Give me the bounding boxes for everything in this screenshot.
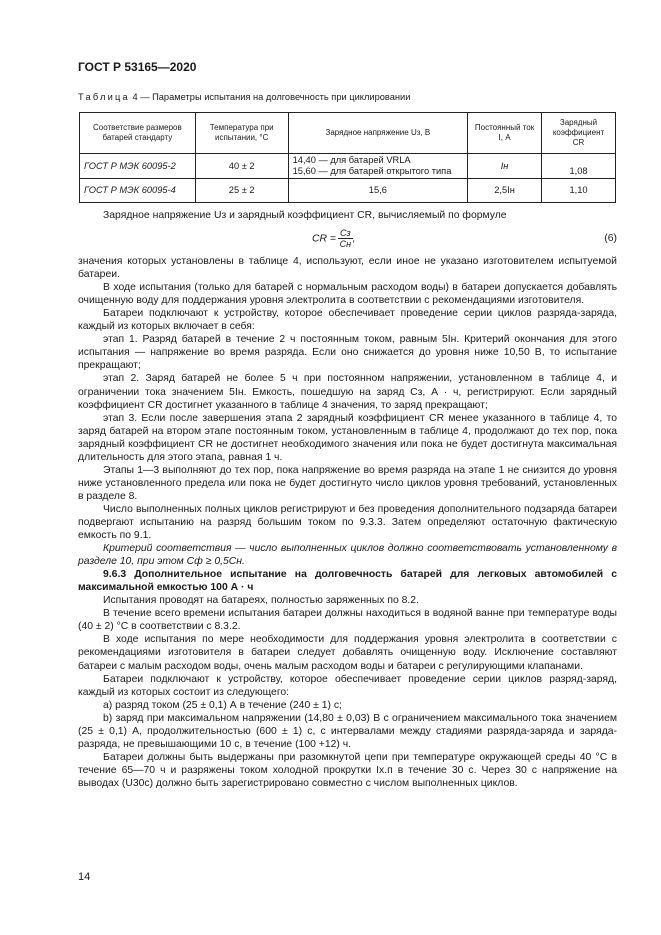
list-item: b) заряд при максимальном напряжении (14,80 ± 0,03) В с ограничением максимального тока значением (25 ± 0,1) А, продолжительностью (600 ± 1) с, с интервалами между стадиями разряда-заряда и заряда-разряда, не превышающими 10 с, в течение (100 +12) ч. <box>78 712 617 750</box>
paragraph: этап 2. Заряд батарей не более 5 ч при постоянном напряжении, установленном в таблице 4, и ограничении тока значением 5Iн. Емкость, пошедшую на заряд Cз, А · ч, регистрируют. Если зарядный коэффициент CR достигнет указанного в таблице 4 значения, то заряд прекращают; <box>78 373 617 411</box>
criterion-paragraph: Критерий соответствия — число выполненных циклов должно соответствовать установленному в разделе 10, при этом Cф ≥ 0,5Cн. <box>78 543 617 568</box>
paragraph: Этапы 1—3 выполняют до тех пор, пока напряжение во время разряда на этапе 1 не снизится до уровня ниже установленного предела или пока не будет достигнуто число циклов уровня требований, установленных в разделе 8. <box>78 464 617 502</box>
formula-denominator: Cн <box>339 239 352 250</box>
table-header-cell: Зарядный коэффициент CR <box>542 113 616 154</box>
paragraph: этап 1. Разряд батарей в течение 2 ч постоянным током, равным 5Iн. Критерий окончания для этого испытания — напряжение во время разряда. Если оно снижается до уровня ниже 10,50 В, то испытание прекращают; <box>78 334 617 372</box>
table-header-cell: Соответствие размеров батарей стандарту <box>80 113 196 154</box>
standard-header: ГОСТ Р 53165—2020 <box>78 60 197 74</box>
table-caption <box>78 92 410 102</box>
paragraph: Зарядное напряжение Uз и зарядный коэффициент CR, вычисляемый по формуле <box>103 210 507 221</box>
voltage-line: 15,60 — для батарей открытого типа <box>292 166 452 176</box>
paragraph: значения которых установлены в таблице 4, используют, если иное не указано изготовителем испытуемой батареи. <box>78 256 617 281</box>
paragraph: В ходе испытания (только для батарей с нормальным расходом воды) в батареи допускается добавлять очищенную воду для поддержания уровня электролита в соответствии с рекомендациями изготовителя. <box>78 282 617 307</box>
table-cell-voltage: 15,6 <box>288 179 467 203</box>
table-header-cell: Температура при испытании, °С <box>195 113 288 154</box>
table-cell-standard: ГОСТ Р МЭК 60095-4 <box>80 179 196 203</box>
table-row <box>80 179 616 203</box>
table-header-row <box>80 113 616 154</box>
paragraph: В течение всего времени испытания батареи должны находиться в водяной ванне при температуре воды (40 ± 2) °С в соответствии с 8.3.2. <box>78 608 617 633</box>
table-cell-cr: 1,10 <box>542 179 616 203</box>
formula-tail: , <box>352 233 356 245</box>
paragraph: Батареи подключают к устройству, которое обеспечивает проведение серии циклов разряда-заряда, каждый из которых включает в себя: <box>78 308 617 333</box>
formula-cr <box>78 222 617 255</box>
paragraph: Батареи должны быть выдержаны при разомкнутой цепи при температуре окружающей среды 40 °С в течение 65—70 ч и разряжены током холодной прокрутки Iх.п в течение 30 с. Через 30 с напряжение на выводах (U30с) должно быть зарегистрировано совместно с числом выполненных циклов. <box>78 751 617 789</box>
formula-fraction <box>338 228 353 249</box>
voltage-line: 14,40 — для батарей VRLA <box>292 155 411 165</box>
table-cell-current: 2,5Iн <box>468 179 542 203</box>
table-cell-cr: 1,08 <box>542 154 616 179</box>
page-number: 14 <box>78 871 91 883</box>
table-row <box>80 154 616 179</box>
formula-expression <box>312 228 356 249</box>
paragraph: Число выполненных полных циклов регистрируют и без проведения дополнительного подзаряда батареи подвергают испытанию на разряд большим током по 9.3.3. Затем определяют остаточную фактическую емкость по 9.1. <box>78 503 617 542</box>
paragraph: Батареи подключают к устройству, которое обеспечивает проведение серии циклов разряд-заряд, каждый из которых состоит из следующего: <box>78 673 617 698</box>
table-cell-current: Iн <box>468 154 542 179</box>
table-header-cell: Постоянный ток I, А <box>468 113 542 154</box>
section-heading: 9.6.3 Дополнительное испытание на долговечность батарей для легковых автомобилей с максимальной емкостью 100 А · ч <box>78 569 617 594</box>
table-cell-temperature: 25 ± 2 <box>195 179 288 203</box>
formula-lhs: CR = <box>312 233 336 245</box>
table-cell-voltage <box>288 154 467 179</box>
table-caption-label: Таблица <box>78 92 130 102</box>
list-item: a) разряд током (25 ± 0,1) А в течение (240 ± 1) с; <box>103 699 342 711</box>
table-cell-standard: ГОСТ Р МЭК 60095-2 <box>80 154 196 179</box>
table-caption-text: 4 — Параметры испытания на долговечность при циклировании <box>129 92 411 102</box>
table-cell-temperature: 40 ± 2 <box>195 154 288 179</box>
paragraph: В ходе испытания по мере необходимости для поддержания уровня электролита в соответствии с рекомендациями изготовителя в батареи следует добавлять очищенную воду. Исключение составляют батареи с малым расходом воды, очень малым расходом воды и батареи с регулирующими клапанами. <box>78 634 617 672</box>
table-header-cell: Зарядное напряжение Uз, В <box>288 113 467 154</box>
parameters-table <box>79 112 616 203</box>
formula-number: (6) <box>604 233 617 245</box>
paragraph: Испытания проводят на батареях, полностью заряженных по 8.2. <box>103 595 419 607</box>
body-text <box>78 209 617 790</box>
formula-numerator: Cз <box>339 228 351 239</box>
paragraph: этап 3. Если после завершения этапа 2 зарядный коэффициент CR менее указанного в таблице 4, то заряд батарей на втором этапе постоянным током, установленным в таблице 4, продолжают до тех пор, пока зарядный коэффициент CR не достигнет необходимого значения или пока не будет достигнута максимальная длительность для этого этапа, равная 1 ч. <box>78 412 617 463</box>
